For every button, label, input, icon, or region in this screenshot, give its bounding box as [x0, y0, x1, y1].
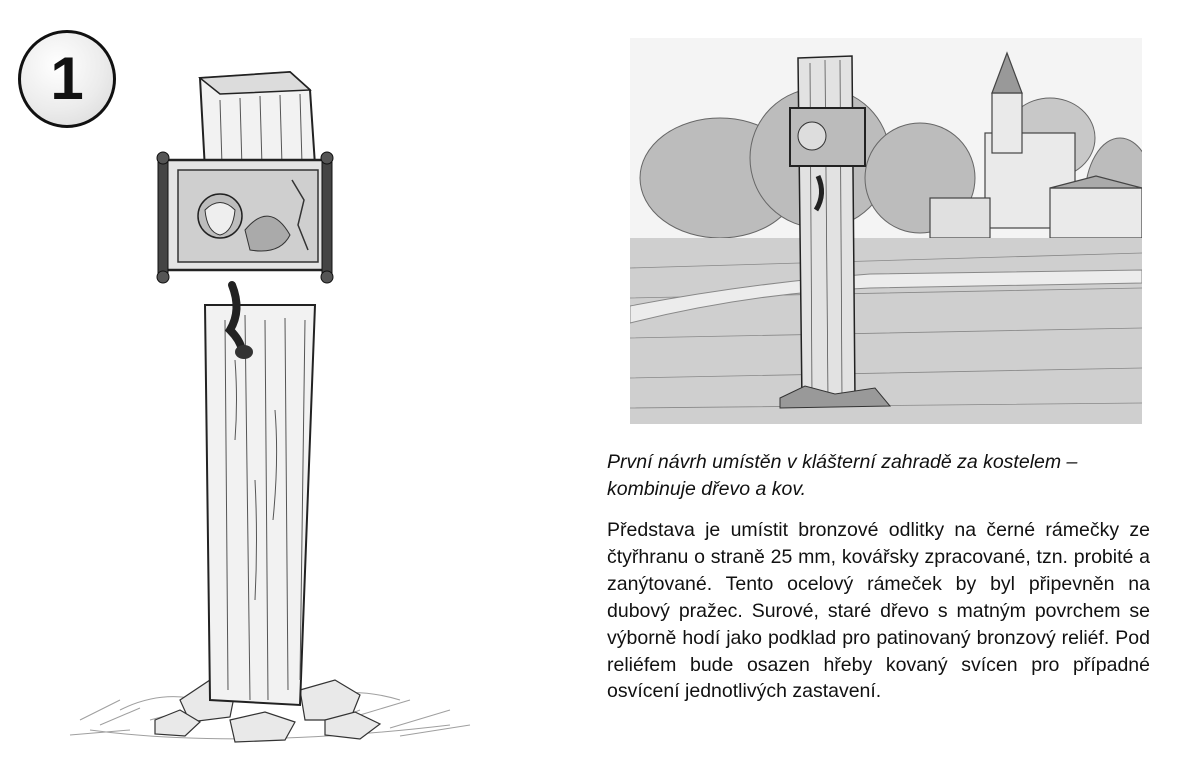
wooden-post-sketch	[60, 60, 480, 750]
step-number: 1	[50, 45, 84, 112]
site-photo-sketch	[630, 38, 1142, 424]
description-text: Představa je umístit bronzové odlitky na černé rámečky ze čtyřhranu o straně 25 mm, kovářsky zpracované, tzn. probité a zanýtované. Tento ocelový rámeček by byl připevněn na dubový pražec. Surové, staré dřevo s matným povrchem se výborně hodí jako podklad pro patinovaný bronzový reliéf. Pod reliéfem bude osazen hřeby kovaný svícen pro případné osvícení jednotlivých zastavení.	[607, 519, 1150, 703]
description-paragraph	[607, 517, 1150, 705]
photo-caption: První návrh umístěn v klášterní zahradě za kostelem – kombinuje dřevo a kov.	[607, 451, 1078, 500]
